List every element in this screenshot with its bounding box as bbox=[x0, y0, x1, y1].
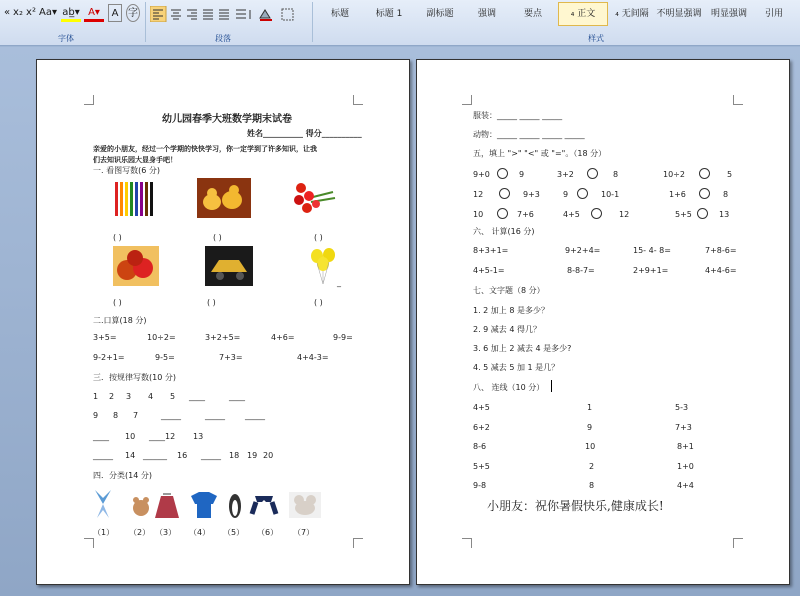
subscript-button[interactable]: x₂ bbox=[13, 7, 23, 18]
calc-item: 10÷2= bbox=[147, 333, 176, 342]
cmp-item: 9+0 bbox=[473, 170, 490, 179]
match-item: 8+1 bbox=[677, 442, 694, 451]
section-heading: 五，填上 ">" "<" 或 "="。（18 分） bbox=[473, 149, 607, 158]
enclose-char-button[interactable]: 字 bbox=[126, 4, 140, 22]
crop-mark bbox=[84, 538, 94, 548]
match-item: 6+2 bbox=[473, 423, 490, 432]
calc-item: 4+6= bbox=[271, 333, 295, 342]
cmp-item: 8 bbox=[613, 170, 619, 179]
styles-group-label: 样式 bbox=[588, 34, 604, 43]
answer-blank[interactable]: ( ) bbox=[207, 298, 216, 307]
match-item: 10 bbox=[585, 442, 596, 451]
animals-line: 动物：_____ _____ _____ _____ bbox=[473, 130, 585, 139]
align-right-icon[interactable] bbox=[187, 10, 197, 19]
seq-item: 3 bbox=[126, 392, 132, 401]
seq-item: 10 bbox=[125, 432, 136, 441]
crayons-image bbox=[111, 178, 157, 218]
match-item: 7+3 bbox=[675, 423, 692, 432]
crop-mark bbox=[733, 95, 743, 105]
section-heading: 三．按规律写数(10 分) bbox=[93, 373, 176, 382]
crop-mark bbox=[353, 538, 363, 548]
calc-item: 9-2+1= bbox=[93, 353, 125, 362]
style-9[interactable]: 明显强调 bbox=[710, 9, 747, 19]
seq-blank[interactable]: _____ bbox=[245, 411, 265, 420]
style-8[interactable]: 不明显强调 bbox=[656, 9, 702, 19]
intro-text: 亲爱的小朋友，经过一个学期的快快学习，你一定学到了许多知识，让我 bbox=[93, 145, 317, 153]
calc-item: 3+5= bbox=[93, 333, 117, 342]
dog-icon bbox=[289, 492, 321, 518]
cmp-item: 1+6 bbox=[669, 190, 686, 199]
cmp-item: 10-1 bbox=[601, 190, 620, 199]
seq-item: 16 bbox=[177, 451, 188, 460]
compare-circle[interactable] bbox=[577, 188, 588, 199]
crop-mark bbox=[462, 95, 472, 105]
seq-blank[interactable]: _____ bbox=[205, 411, 225, 420]
class-label: （2） bbox=[129, 528, 151, 537]
shrink-font-button[interactable]: « bbox=[3, 7, 11, 18]
cmp-item: 3+2 bbox=[557, 170, 574, 179]
cmp-item: 5+5 bbox=[675, 210, 692, 219]
match-item: 1+0 bbox=[677, 462, 694, 471]
match-item: 2 bbox=[589, 462, 595, 471]
calc-item: 4+4-3= bbox=[297, 353, 329, 362]
paragraph-toolbar bbox=[150, 6, 300, 22]
ribbon-separator bbox=[145, 2, 146, 42]
document-page-1[interactable] bbox=[36, 59, 410, 585]
style-5[interactable]: 要点 bbox=[523, 9, 542, 19]
compare-circle[interactable] bbox=[699, 168, 710, 179]
cmp-item: 10 bbox=[473, 210, 484, 219]
borders-icon[interactable] bbox=[282, 9, 293, 20]
skirt-icon bbox=[155, 494, 179, 518]
calc-item: 2+9+1= bbox=[633, 266, 669, 275]
exam-title: 幼儿园春季大班数学期末试卷 bbox=[162, 114, 292, 125]
seq-item: 1 bbox=[93, 392, 99, 401]
seq-item: 20 bbox=[263, 451, 274, 460]
seq-blank[interactable]: _____ bbox=[93, 451, 113, 460]
cmp-item: 12 bbox=[619, 210, 630, 219]
intro-text: 们去知识乐园大显身手吧！ bbox=[93, 156, 177, 164]
compare-circle[interactable] bbox=[697, 208, 708, 219]
match-item: 9 bbox=[587, 423, 593, 432]
seq-item: 4 bbox=[148, 392, 154, 401]
cmp-item: 10÷2 bbox=[663, 170, 685, 179]
toy-car-image bbox=[205, 246, 253, 286]
section-heading: 一. 看图写数(6 分) bbox=[93, 166, 160, 175]
trousers-icon bbox=[252, 496, 276, 514]
match-item: 5-3 bbox=[675, 403, 689, 412]
compare-circle[interactable] bbox=[499, 188, 510, 199]
calc-item: 9+2+4= bbox=[565, 246, 601, 255]
calc-item: 15- 4- 8= bbox=[633, 246, 671, 255]
ribbon bbox=[0, 0, 800, 46]
class-label: （7） bbox=[293, 528, 315, 537]
calc-item: 8+3+1= bbox=[473, 246, 509, 255]
section-heading: 六、 计算(16 分) bbox=[473, 227, 535, 236]
cmp-item: 13 bbox=[719, 210, 730, 219]
name-score-line: 姓名__________ 得分__________ bbox=[247, 129, 362, 138]
bear-icon bbox=[133, 497, 149, 516]
apples-image bbox=[113, 246, 159, 286]
distribute-icon[interactable] bbox=[219, 10, 229, 19]
seq-blank[interactable]: ____ bbox=[229, 392, 245, 401]
answer-blank[interactable]: ( ) bbox=[113, 233, 122, 242]
answer-blank[interactable]: ( ) bbox=[314, 233, 323, 242]
seq-item: 9 bbox=[93, 411, 99, 420]
seq-item: 14 bbox=[125, 451, 136, 460]
line-spacing-icon[interactable] bbox=[236, 10, 250, 19]
match-item: 1 bbox=[587, 403, 593, 412]
align-left-icon[interactable] bbox=[150, 6, 166, 22]
word-problem: 3. 6 加上 2 减去 4 是多少? bbox=[473, 344, 572, 353]
cmp-item: 8 bbox=[723, 190, 729, 199]
change-case-button[interactable]: Aa▾ bbox=[39, 7, 57, 18]
seq-item: 7 bbox=[133, 411, 139, 420]
crop-mark bbox=[353, 95, 363, 105]
seq-item: 19 bbox=[247, 451, 258, 460]
crop-mark bbox=[733, 538, 743, 548]
farewell-message: 小朋友：祝你暑假快乐,健康成长! bbox=[487, 499, 664, 513]
match-item: 5+5 bbox=[473, 462, 490, 471]
calc-item: 9-9= bbox=[333, 333, 353, 342]
superscript-button[interactable]: x² bbox=[26, 7, 36, 18]
cmp-item: 9+3 bbox=[523, 190, 540, 199]
calc-item: 9-5= bbox=[155, 353, 175, 362]
match-item: 4+5 bbox=[473, 403, 490, 412]
calc-item: 8-8-7= bbox=[567, 266, 595, 275]
class-label: （3） bbox=[155, 528, 177, 537]
seq-blank[interactable]: ______ bbox=[143, 451, 167, 460]
style-1[interactable]: 标题 bbox=[330, 9, 349, 19]
section-heading: 二.口算(18 分) bbox=[93, 316, 147, 325]
cmp-item: 7+6 bbox=[517, 210, 534, 219]
cmp-item: 9 bbox=[519, 170, 525, 179]
calc-item: 4+4-6= bbox=[705, 266, 737, 275]
section-heading: 四．分类(14 分) bbox=[93, 471, 152, 480]
clothes-line: 服装：_____ _____ _____ bbox=[473, 111, 563, 120]
seq-blank[interactable]: ____ bbox=[93, 432, 109, 441]
seq-blank[interactable]: ____ bbox=[189, 392, 205, 401]
seq-item: 2 bbox=[109, 392, 115, 401]
class-label: （6） bbox=[257, 528, 279, 537]
calc-item: 3+2+5= bbox=[205, 333, 241, 342]
seq-item: ____12 bbox=[149, 432, 176, 441]
shading-icon[interactable] bbox=[260, 10, 272, 21]
flowers-image bbox=[289, 178, 343, 218]
calc-item: 7+3= bbox=[219, 353, 243, 362]
paragraph-group-label: 段落 bbox=[215, 34, 231, 43]
crop-mark bbox=[84, 95, 94, 105]
class-label: （1） bbox=[93, 528, 115, 537]
seq-item: 5 bbox=[170, 392, 176, 401]
style-10[interactable]: 引用 bbox=[764, 9, 783, 19]
class-label: （4） bbox=[189, 528, 211, 537]
calc-item: 4+5-1= bbox=[473, 266, 505, 275]
crop-mark bbox=[462, 538, 472, 548]
compare-circle[interactable] bbox=[497, 168, 508, 179]
cmp-item: 9 bbox=[563, 190, 569, 199]
sweater-icon bbox=[191, 492, 217, 518]
compare-circle[interactable] bbox=[497, 208, 508, 219]
justify-icon[interactable] bbox=[203, 10, 213, 19]
highlight-button[interactable]: ab̲▾ bbox=[61, 4, 81, 22]
word-problem: 4. 5 减去 5 加 1 是几？ bbox=[473, 363, 560, 372]
word-problem: 1. 2 加上 8 是多少？ bbox=[473, 306, 549, 315]
style-7[interactable]: ₄ 无间隔 bbox=[615, 9, 649, 19]
answer-blank[interactable]: ( ) bbox=[314, 298, 323, 307]
document-page-2[interactable] bbox=[416, 59, 790, 585]
answer-blank[interactable]: ( ) bbox=[113, 298, 122, 307]
match-item: 9-8 bbox=[473, 481, 487, 490]
section-heading: 八、 连线（10 分） bbox=[473, 383, 545, 392]
seq-blank[interactable]: _____ bbox=[161, 411, 181, 420]
word-problem: 2. 9 减去 4 得几？ bbox=[473, 325, 541, 334]
compare-circle[interactable] bbox=[591, 208, 602, 219]
match-item: 8-6 bbox=[473, 442, 487, 451]
class-label: （5） bbox=[223, 528, 245, 537]
ribbon-separator bbox=[312, 2, 313, 42]
calc-item: 7+8-6= bbox=[705, 246, 737, 255]
classification-images bbox=[93, 486, 329, 522]
match-item: 4+4 bbox=[677, 481, 694, 490]
char-shading-button[interactable]: A bbox=[108, 4, 122, 22]
answer-mark: _ bbox=[337, 278, 341, 287]
seq-item: 8 bbox=[113, 411, 119, 420]
butterfly-icon bbox=[95, 490, 111, 518]
cmp-item: 5 bbox=[727, 170, 733, 179]
font-color-button[interactable]: A▾ bbox=[84, 4, 104, 22]
cmp-item: 12 bbox=[473, 190, 484, 199]
seq-item: 18 bbox=[229, 451, 240, 460]
cmp-item: 4+5 bbox=[563, 210, 580, 219]
penguin-icon bbox=[229, 494, 241, 518]
text-cursor bbox=[551, 380, 552, 392]
compare-circle[interactable] bbox=[699, 188, 710, 199]
style-4[interactable]: 强调 bbox=[477, 9, 496, 19]
style-6[interactable]: ₄ 正文 bbox=[558, 2, 608, 26]
style-3[interactable]: 副标题 bbox=[426, 9, 454, 19]
align-center-icon[interactable] bbox=[171, 10, 181, 19]
seq-item: 13 bbox=[193, 432, 204, 441]
seq-blank[interactable]: _____ bbox=[201, 451, 221, 460]
style-2[interactable]: 标题 1 bbox=[375, 9, 403, 19]
chicks-image bbox=[197, 178, 251, 218]
font-group-label: 字体 bbox=[58, 34, 74, 43]
match-item: 8 bbox=[589, 481, 595, 490]
answer-blank[interactable]: ( ) bbox=[213, 233, 222, 242]
compare-circle[interactable] bbox=[587, 168, 598, 179]
section-heading: 七、文字题（8 分） bbox=[473, 286, 545, 295]
